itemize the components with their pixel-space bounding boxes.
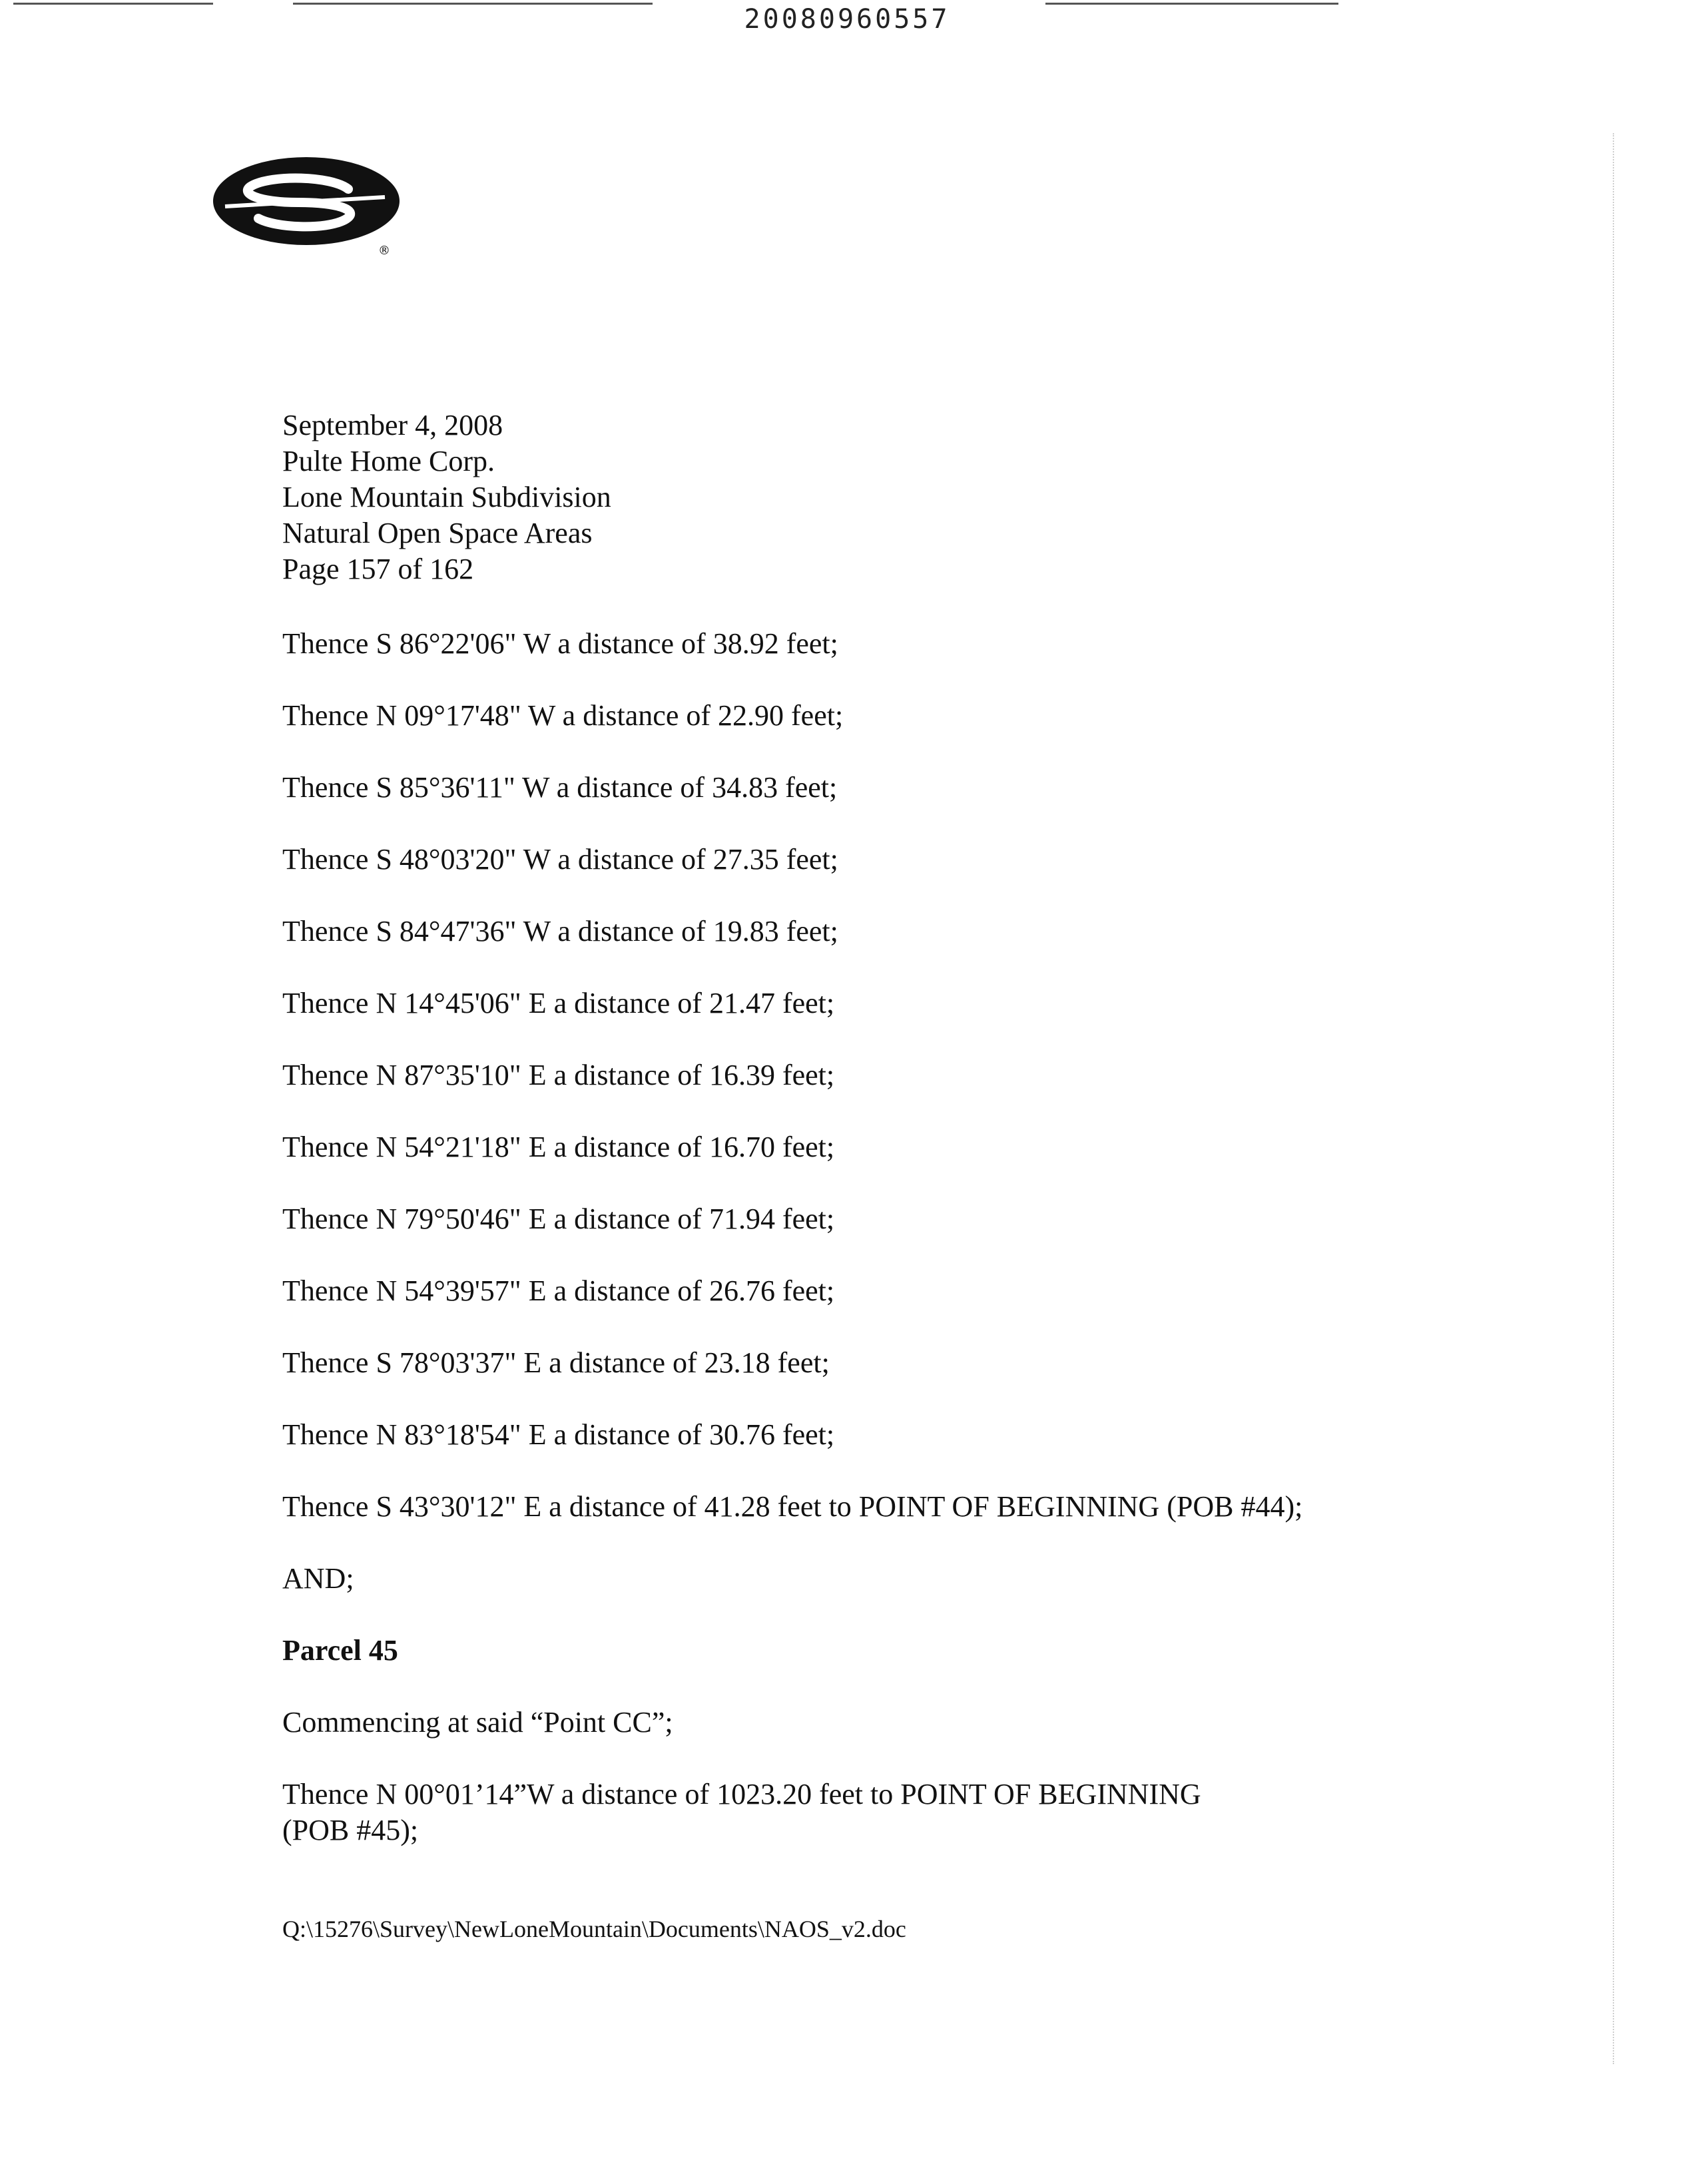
call-line: Thence N 09°17'48" W a distance of 22.90 feet; (282, 699, 844, 732)
company-s-logo-icon (212, 149, 405, 256)
header-area: Natural Open Space Areas (282, 517, 593, 549)
commencing-text: Commencing at said “Point CC”; (282, 1706, 673, 1739)
header-date: September 4, 2008 (282, 409, 503, 441)
call-line: Thence N 54°21'18" E a distance of 16.70 feet; (282, 1131, 835, 1163)
call-line: Thence N 79°50'46" E a distance of 71.94 feet; (282, 1203, 835, 1235)
call-line: Thence S 48°03'20" W a distance of 27.35 feet; (282, 843, 838, 876)
pob-call-line-1: Thence N 00°01’14”W a distance of 1023.20 feet to POINT OF BEGINNING (282, 1778, 1201, 1810)
call-line: Thence S 86°22'06" W a distance of 38.92 feet; (282, 627, 838, 660)
file-path-footer: Q:\15276\Survey\NewLoneMountain\Documents\NAOS_v2.doc (282, 1916, 906, 1942)
scan-right-edge (1613, 133, 1616, 2064)
document-header (282, 408, 611, 587)
parcel-heading: Parcel 45 (282, 1634, 398, 1667)
registered-mark: ® (378, 244, 390, 256)
header-company: Pulte Home Corp. (282, 445, 495, 477)
document-number: 20080960557 (744, 4, 950, 35)
connector-text: AND; (282, 1562, 354, 1595)
call-line: Thence N 14°45'06" E a distance of 21.47 feet; (282, 987, 835, 1019)
header-page-number: Page 157 of 162 (282, 553, 474, 585)
call-line: Thence S 84°47'36" W a distance of 19.83 feet; (282, 915, 838, 948)
call-line: Thence S 85°36'11" W a distance of 34.83 feet; (282, 771, 838, 804)
call-line: Thence N 54°39'57" E a distance of 26.76 feet; (282, 1274, 835, 1307)
header-subdivision: Lone Mountain Subdivision (282, 481, 611, 513)
call-line: Thence S 78°03'37" E a distance of 23.18 feet; (282, 1346, 830, 1379)
pob-call-line-2: (POB #45); (282, 1814, 419, 1846)
call-line: Thence S 43°30'12" E a distance of 41.28 feet to POINT OF BEGINNING (POB #44); (282, 1490, 1303, 1523)
call-line: Thence N 83°18'54" E a distance of 30.76 feet; (282, 1418, 835, 1451)
call-line: Thence N 87°35'10" E a distance of 16.39 feet; (282, 1059, 835, 1091)
